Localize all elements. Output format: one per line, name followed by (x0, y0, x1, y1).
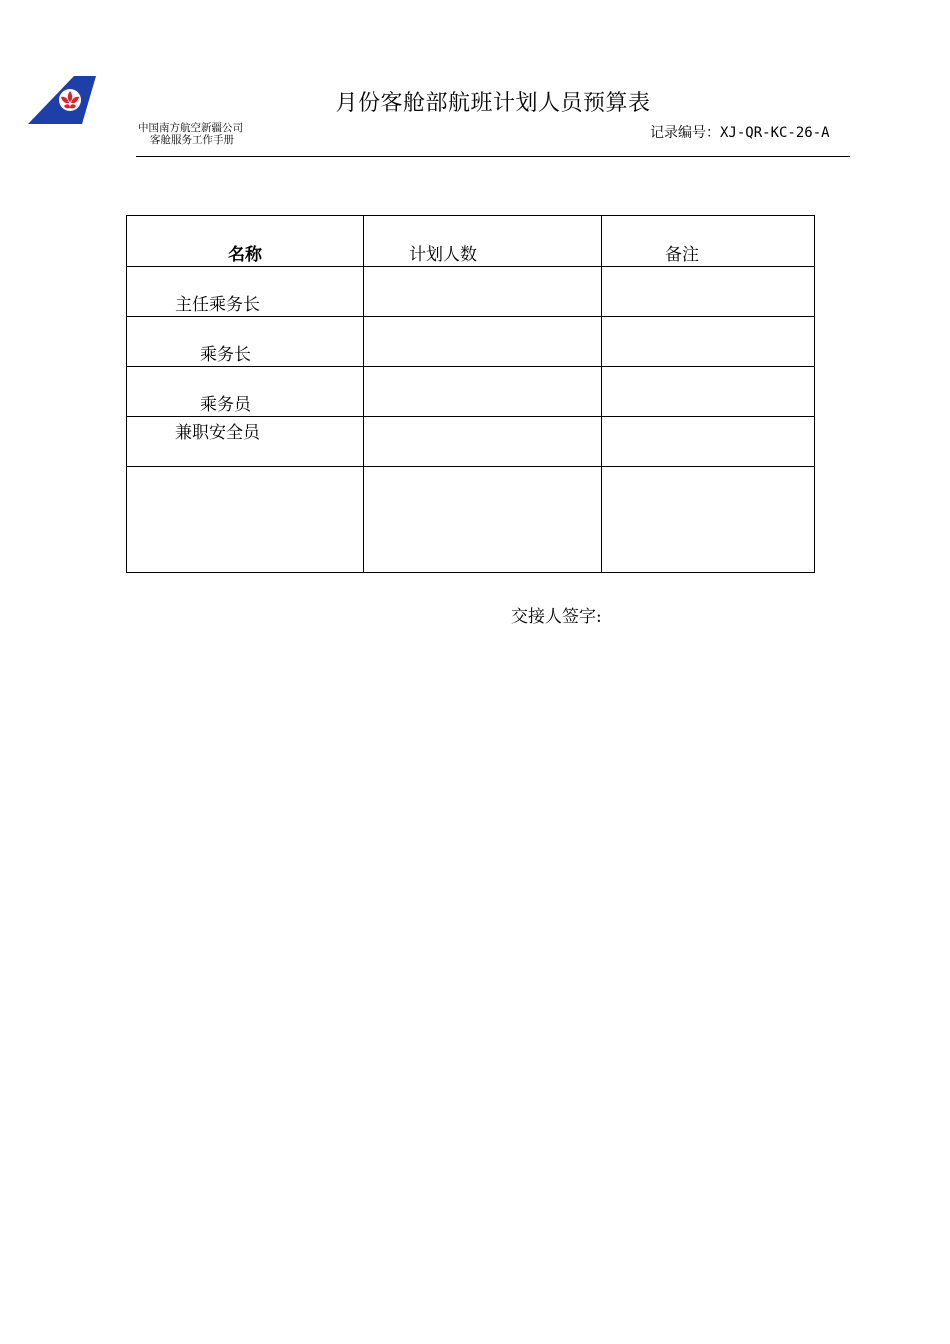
table-row (127, 267, 815, 317)
manual-name: 客舱服务工作手册 (150, 134, 234, 146)
row-note-cell[interactable] (602, 367, 815, 417)
table-row-blank (127, 467, 815, 573)
column-header-note: 备注 (602, 216, 815, 267)
table-row (127, 417, 815, 467)
row-planned-cell[interactable] (364, 417, 602, 467)
page-title: 月份客舱部航班计划人员预算表 (335, 91, 651, 116)
row-planned-cell[interactable] (364, 367, 602, 417)
row-note-cell[interactable] (602, 417, 815, 467)
row-name-cell: 乘务员 (127, 367, 364, 417)
header-divider (136, 156, 850, 157)
table-row (127, 367, 815, 417)
row-name-cell: 乘务长 (127, 317, 364, 367)
company-name: 中国南方航空新疆公司 (138, 122, 243, 134)
row-name-cell: 兼职安全员 (127, 417, 364, 467)
row-planned-cell[interactable] (364, 467, 602, 573)
table-header-row (127, 216, 815, 267)
row-note-cell[interactable] (602, 267, 815, 317)
column-header-planned: 计划人数 (364, 216, 602, 267)
row-note-cell[interactable] (602, 317, 815, 367)
row-planned-cell[interactable] (364, 317, 602, 367)
signature-label: 交接人签字: (511, 607, 602, 627)
column-header-name: 名称 (127, 216, 364, 267)
record-number: 记录编号：XJ-QR-KC-26-A (650, 125, 830, 141)
row-note-cell[interactable] (602, 467, 815, 573)
row-name-cell[interactable] (127, 467, 364, 573)
company-info (138, 122, 243, 146)
row-name-cell: 主任乘务长 (127, 267, 364, 317)
staff-budget-table (126, 215, 815, 573)
row-planned-cell[interactable] (364, 267, 602, 317)
table-row (127, 317, 815, 367)
